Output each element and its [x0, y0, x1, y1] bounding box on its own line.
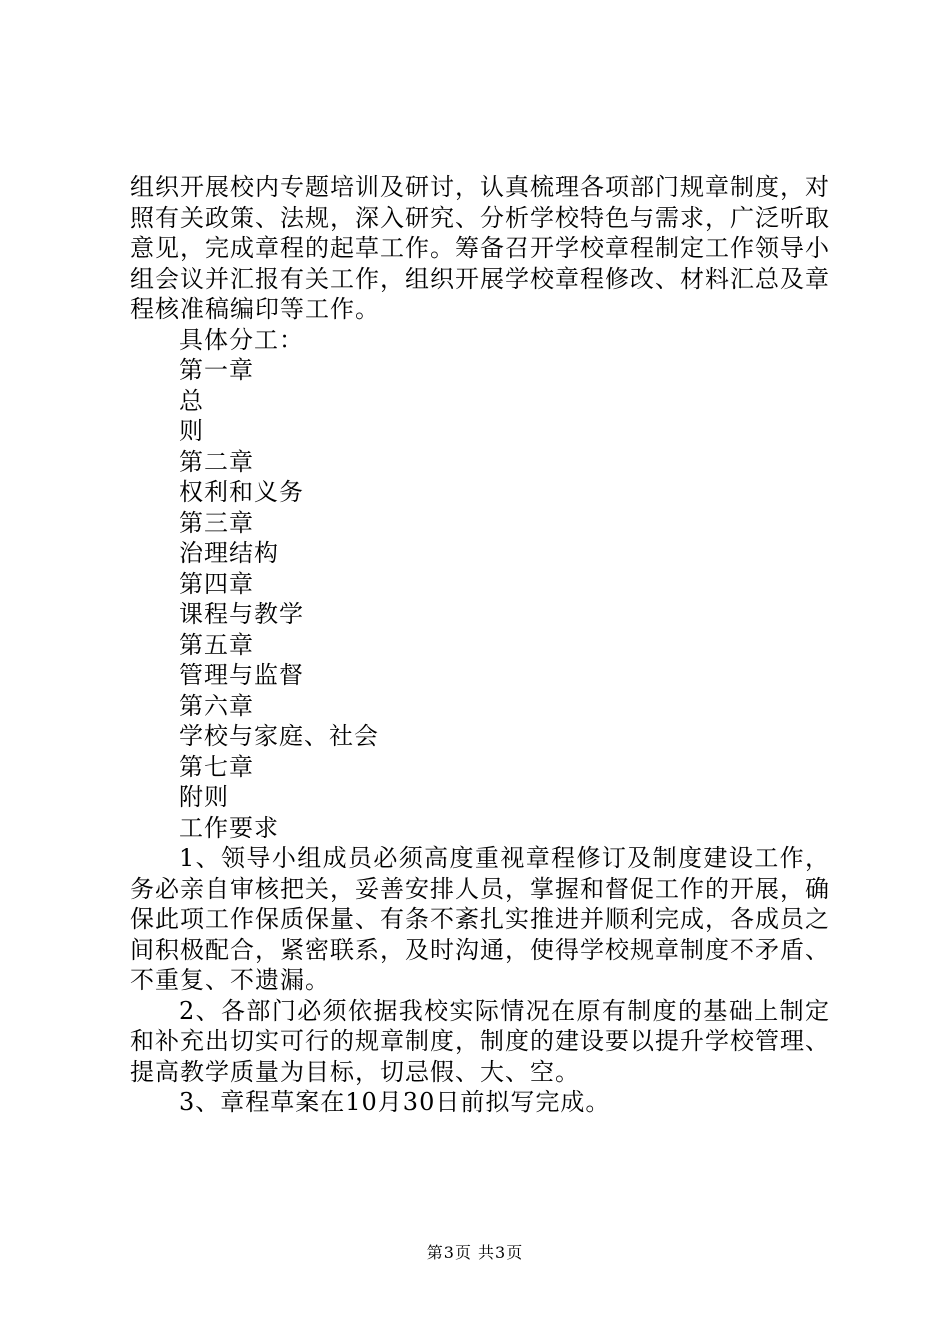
chapter-line: 第四章	[179, 569, 254, 598]
chapter-line: 课程与教学	[179, 600, 304, 628]
chapter-line: 总	[179, 386, 204, 415]
chapter-line: 第三章	[179, 508, 254, 537]
requirement-paragraph: 2、各部门必须依据我校实际情况在原有制度的基础上制定和补充出切实可行的规章制度，制度的建设要以提升学校管理、提高教学质量为目标，切忌假、大、空。	[130, 996, 830, 1086]
requirement-paragraph: 3、章程草案在10月30日前拟写完成。	[179, 1088, 611, 1116]
requirements-heading: 工作要求	[179, 813, 279, 842]
chapter-line: 则	[179, 417, 204, 445]
division-heading: 具体分工：	[179, 325, 304, 354]
chapter-line: 第六章	[179, 691, 254, 720]
chapter-line: 第二章	[179, 447, 254, 476]
page-footer: 第3页 共3页	[426, 1243, 524, 1262]
chapter-line: 权利和义务	[179, 478, 304, 506]
intro-paragraph: 组织开展校内专题培训及研讨，认真梳理各项部门规章制度，对照有关政策、法规，深入研究、分析学校特色与需求，广泛听取意见，完成章程的起草工作。筹备召开学校章程制定工作领导小组会议并汇报有关工作，组织开展学校章程修改、材料汇总及章程核准稿编印等工作。	[130, 173, 830, 323]
chapter-list	[130, 355, 830, 813]
chapter-line: 附则	[179, 783, 229, 811]
chapter-line: 治理结构	[179, 539, 279, 567]
chapter-line: 第七章	[179, 752, 254, 781]
chapter-line: 第五章	[179, 630, 254, 659]
chapter-line: 第一章	[179, 356, 254, 384]
document-body	[130, 172, 830, 1118]
chapter-line: 管理与监督	[179, 661, 304, 689]
chapter-line: 学校与家庭、社会	[179, 722, 379, 750]
requirement-paragraph: 1、领导小组成员必须高度重视章程修订及制度建设工作，务必亲自审核把关，妥善安排人员，掌握和督促工作的开展，确保此项工作保质保量、有条不紊扎实推进并顺利完成，各成员之间积极配合，紧密联系，及时沟通，使得学校规章制度不矛盾、不重复、不遗漏。	[130, 844, 830, 994]
